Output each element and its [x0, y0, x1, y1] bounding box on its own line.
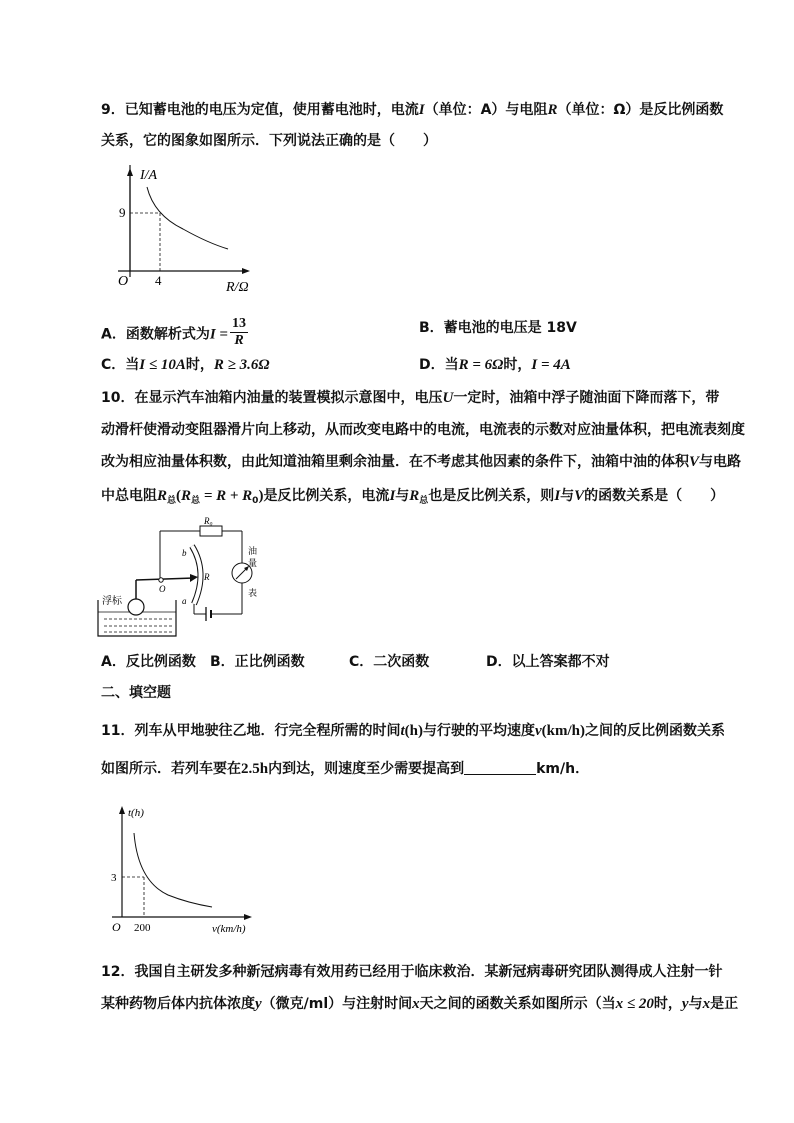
q10-r-total-3: R — [409, 488, 420, 504]
q9-x-label: R/Ω — [226, 280, 249, 295]
q10-label-r0: R₀ — [204, 516, 213, 526]
q12-var-x: x — [412, 996, 420, 1012]
q10-text-a: 10．在显示汽车油箱内油量的装置模拟示意图中，电压 — [101, 390, 443, 406]
q10-label-meter-1: 油 — [248, 546, 258, 556]
q12-var-x-2: x — [702, 996, 711, 1012]
q9-option-a-eq: I = — [209, 326, 228, 343]
q11-curve — [134, 833, 212, 907]
q9-line2: 关系，它的图象如图所示．下列说法正确的是（ ） — [101, 133, 437, 149]
q11-y-tick: 3 — [111, 872, 117, 884]
q11-x-arrow — [244, 914, 252, 920]
q10-var-v: V — [689, 454, 700, 470]
q11-text-a: 11．列车从甲地驶往乙地．行完全程所需的时间 — [101, 723, 401, 739]
q11-y-label: t(h) — [128, 807, 144, 819]
q9-option-c — [101, 355, 270, 375]
q9-option-c-cond: I ≤ 10A — [139, 357, 186, 373]
q9-option-a-num: 13 — [231, 316, 246, 331]
q11-text-d: 如图所示．若列车要在 — [101, 761, 241, 777]
q11-graph — [108, 803, 268, 935]
q12-var-y: y — [255, 996, 262, 1012]
q10-sub-zero: 0 — [252, 496, 259, 506]
q9-x-tick: 4 — [155, 273, 162, 288]
q9-option-b: B．蓄电池的电压是 18V — [419, 320, 577, 336]
q10-eq-body: = R + R — [200, 488, 253, 504]
q12-text-f: 是正 — [710, 996, 739, 1012]
q10-paren-close: ) — [258, 488, 264, 504]
q10-r-total-2: R — [181, 488, 192, 504]
q10-text-j: 的函数关系是（ ） — [584, 488, 725, 504]
q10-pivot — [159, 578, 163, 582]
q10-text-b: 一定时，油箱中浮子随油面下降而落下，带 — [453, 390, 720, 406]
q10-text-i: 与 — [560, 488, 575, 504]
q9-option-d-mid: 时， — [503, 357, 532, 373]
q9-y-tick: 9 — [119, 205, 126, 220]
q10-label-r: R — [204, 572, 210, 582]
q9-origin: O — [118, 274, 129, 289]
q9-option-c-mid: 时， — [185, 357, 214, 373]
q11-y-arrow — [119, 806, 125, 814]
q11-t-unit: (h) — [404, 723, 423, 739]
q10-text-c: 改为相应油量体积数，由此知道油箱里剩余油量．在不考虑其他因素的条件下，油箱中油的体积 — [101, 454, 689, 470]
q10-line2: 动滑杆使滑动变阻器滑片向上移动，从而改变电路中的电流，电流表的示数对应油量体积，把电流表刻度 — [101, 422, 745, 438]
q9-curve — [147, 187, 228, 249]
q11-text-c: 之间的反比例函数关系 — [585, 723, 726, 739]
q11-x-tick: 200 — [134, 922, 151, 934]
q10-var-i: I — [389, 488, 396, 504]
q12-var-y-2: y — [681, 996, 689, 1012]
q10-label-meter-2: 量 — [248, 558, 258, 568]
q10-float — [128, 599, 144, 615]
q11-line2 — [101, 759, 589, 779]
q10-line3 — [101, 452, 741, 472]
q10-sub-total: 总 — [167, 496, 177, 506]
q10-label-meter-3: 表 — [248, 588, 258, 598]
q9-option-a-label: A．函数解析式为 — [101, 326, 210, 343]
q11-var-v: v — [535, 723, 542, 739]
q10-var-v-2: V — [574, 488, 585, 504]
q9-var-i: I — [418, 102, 425, 118]
q10-paren-open: ( — [176, 488, 182, 504]
q10-text-g: 与 — [395, 488, 410, 504]
q12-text-d: 时， — [653, 996, 682, 1012]
q9-option-c-res: R ≥ 3.6Ω — [213, 357, 270, 373]
q9-text-c: （单位：Ω）是反比例函数 — [557, 102, 724, 118]
q10-label-float: 浮标 — [102, 596, 122, 607]
q10-sub-total-2: 总 — [191, 496, 201, 506]
q9-option-d-cond: R = 6Ω — [458, 357, 504, 373]
q11-line1 — [101, 721, 725, 741]
q10-option-d: D．以上答案都不对 — [486, 654, 610, 670]
q11-text-f: km/h． — [536, 761, 590, 777]
q11-answer-blank[interactable] — [464, 760, 536, 775]
q9-option-c-label: C．当 — [101, 357, 140, 373]
q10-line4 — [101, 486, 724, 511]
q10-slider — [190, 574, 198, 582]
q12-text-a: 某种药物后体内抗体浓度 — [101, 996, 255, 1012]
q10-option-c: C．二次函数 — [349, 654, 430, 670]
q12-text-b: （微克/ml）与注射时间 — [261, 996, 413, 1012]
q11-text-e: 内到达，则速度至少需要提高到 — [268, 761, 465, 777]
q10-text-e: 中总电阻 — [101, 488, 157, 504]
q10-option-a: A．反比例函数 — [101, 654, 196, 670]
q11-text-b: 与行驶的平均速度 — [423, 723, 535, 739]
q9-line1 — [101, 100, 723, 120]
q11-time-val: 2.5h — [241, 761, 269, 777]
q10-label-o: O — [159, 584, 166, 594]
section-title: 二、填空题 — [101, 685, 171, 701]
q10-circuit — [96, 516, 256, 641]
q9-y-label: I/A — [140, 168, 158, 183]
q9-option-d-label: D．当 — [419, 357, 459, 373]
q10-label-b: b — [182, 548, 187, 558]
q10-option-b: B．正比例函数 — [210, 654, 305, 670]
q11-v-unit: (km/h) — [541, 723, 586, 739]
q12-line1: 12．我国自主研发多种新冠病毒有效用药已经用于临床救治．某新冠病毒研究团队测得成人注射一针 — [101, 964, 723, 980]
q10-sub-total-3: 总 — [419, 496, 429, 506]
q9-graph — [108, 165, 268, 295]
q9-text-b: （单位：A）与电阻 — [424, 102, 548, 118]
q10-text-d: 与电路 — [699, 454, 742, 470]
q10-var-u: U — [442, 390, 454, 406]
q9-option-a — [101, 318, 248, 351]
q9-option-d-res: I = 4A — [531, 357, 571, 373]
q12-cond: x ≤ 20 — [615, 996, 654, 1012]
q10-line1 — [101, 388, 719, 408]
q10-r-total: R — [157, 488, 168, 504]
q9-x-arrow — [242, 268, 250, 274]
q11-var-t: t — [400, 723, 405, 739]
q11-x-label: v(km/h) — [212, 923, 246, 935]
q10-lever — [136, 578, 194, 580]
q11-origin: O — [112, 920, 121, 934]
q9-option-a-den: R — [234, 333, 244, 348]
q10-label-a: a — [182, 596, 187, 606]
q9-var-r: R — [547, 102, 558, 118]
q12-text-e: 与 — [688, 996, 703, 1012]
q9-text-a: 9．已知蓄电池的电压为定值，使用蓄电池时，电流 — [101, 102, 419, 118]
q9-y-arrow — [127, 168, 133, 176]
q10-resistor-r0 — [200, 526, 222, 536]
q10-text-f: 是反比例关系，电流 — [263, 488, 390, 504]
q12-text-c: 天之间的函数关系如图所示（当 — [419, 996, 616, 1012]
q9-option-d — [419, 355, 571, 375]
q12-line2 — [101, 994, 738, 1014]
q10-var-i-2: I — [554, 488, 561, 504]
q10-text-h: 也是反比例关系，则 — [428, 488, 555, 504]
